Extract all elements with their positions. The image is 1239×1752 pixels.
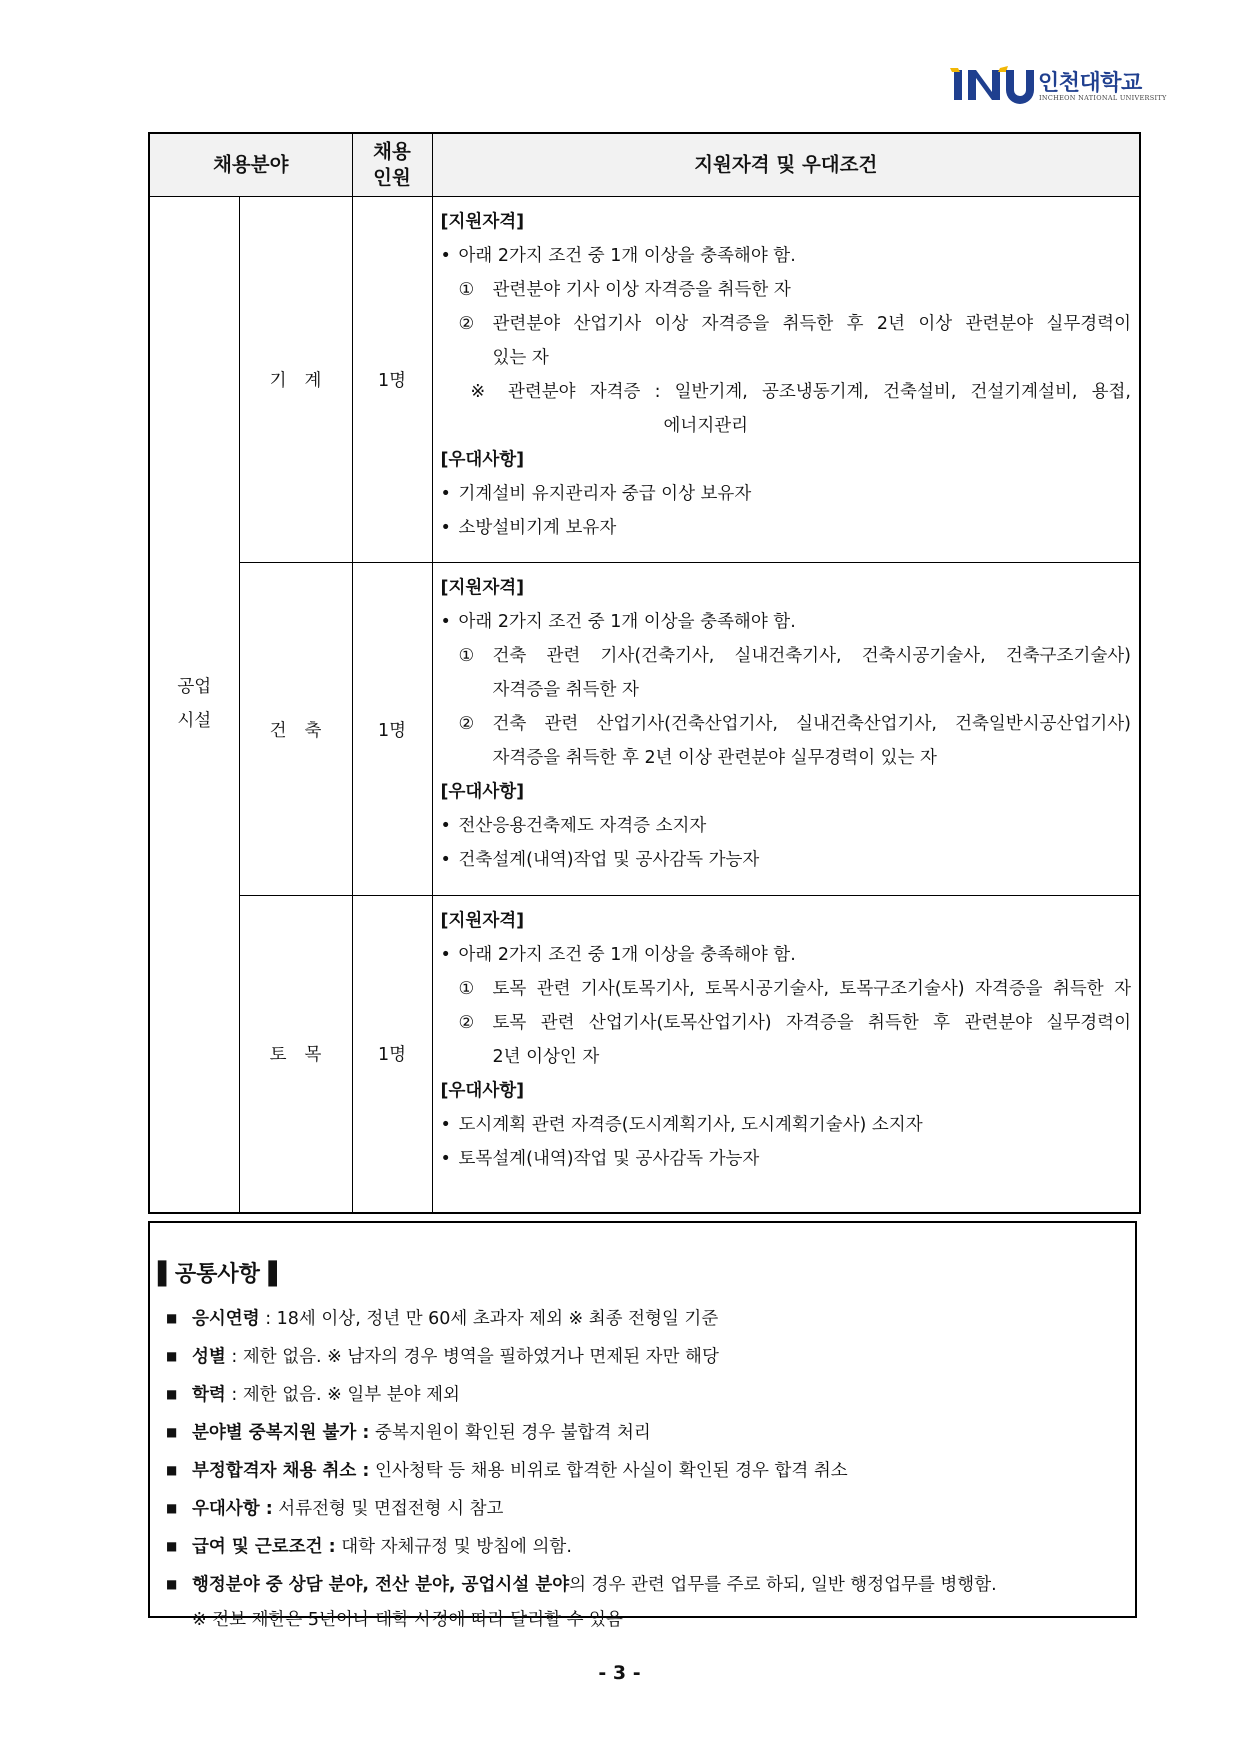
bullet-icon: • [440,484,451,504]
list-item: ② 관련분야 산업기사 이상 자격증을 취득한 후 2년 이상 관련분야 실무경력이 [458,314,1131,334]
list-item: ② 토목 관련 산업기사(토목산업기사) 자격증을 취득한 후 관련분야 실무경력이 [458,1013,1131,1033]
list-item: ① 건축 관련 기사(건축기사, 실내건축기사, 건축시공기술사, 건축구조기술사) [458,646,1131,666]
list-item: ① 토목 관련 기사(토목기사, 토목시공기술사, 토목구조기술사) 자격증을 취득한 자 [458,979,1131,999]
list-item-continuation: 있는 자 [492,348,549,368]
list-item: ■ 부정합격자 채용 취소 : 인사청탁 등 채용 비위로 합격한 사실이 확인된 경우 합격 취소 [166,1451,1128,1489]
header-count-line2: 인원 [373,166,411,189]
qualification-cell [432,563,1140,896]
square-bullet-icon: ■ [166,1311,178,1325]
qualification-cell [432,896,1140,1213]
qualification-cell [432,197,1140,563]
list-item: ■ 분야별 중복지원 불가 : 중복지원이 확인된 경우 불합격 처리 [166,1413,1128,1451]
list-item: • 도시계획 관련 자격증(도시계획기사, 도시계획기술사) 소지자 [441,1108,1131,1142]
note-continuation: 에너지관리 [663,416,749,436]
logo-name: 인천대학교 [1038,71,1142,96]
square-bullet-icon: ■ [166,1539,178,1553]
common-notes-box [148,1221,1137,1630]
bullet-icon: • [440,945,451,965]
group-line2: 시설 [177,711,212,732]
pref-title: [우대사항] [440,1081,525,1101]
header-count [352,133,432,197]
header-count-line1: 채용 [373,140,411,163]
table-header-row [149,133,1140,197]
common-list [166,1299,1128,1637]
bullet-icon: • [440,246,451,266]
list-item: ② 건축 관련 산업기사(건축산업기사, 실내건축산업기사, 건축일반시공산업기사) [458,714,1131,734]
university-logo [948,62,1167,106]
square-bullet-icon: ■ [166,1387,178,1401]
field-cell: 기계 [239,197,352,563]
list-item: • 전산응용건축제도 자격증 소지자 [441,809,1131,843]
bullet-icon: • [440,1149,451,1169]
square-bullet-icon: ■ [166,1463,178,1477]
header-qualification: 지원자격 및 우대조건 [432,133,1140,197]
list-item-continuation: 자격증을 취득한 후 2년 이상 관련분야 실무경력이 있는 자 [492,748,937,768]
common-note: ※ 전보 제한은 5년이나 대학 사정에 따라 달리할 수 있음 [192,1610,623,1630]
count-cell: 1명 [352,896,432,1213]
list-item: • 아래 2가지 조건 중 1개 이상을 충족해야 함. [441,938,1131,972]
list-item: ■ 학력 : 제한 없음. ※ 일부 분야 제외 [166,1375,1128,1413]
list-item: ■ 응시연령 : 18세 이상, 정년 만 60세 초과자 제외 ※ 최종 전형일 기준 [166,1299,1128,1337]
table-row [149,563,1140,896]
qual-title: [지원자격] [440,212,525,232]
list-item: ■ 우대사항 : 서류전형 및 면접전형 시 참고 [166,1489,1128,1527]
square-bullet-icon: ■ [166,1425,178,1439]
list-item: • 아래 2가지 조건 중 1개 이상을 충족해야 함. [441,605,1131,639]
square-bullet-icon: ■ [166,1577,178,1591]
list-item: • 건축설계(내역)작업 및 공사감독 가능자 [441,843,1131,877]
page-number: - 3 - [598,1662,641,1684]
list-item: ① 관련분야 기사 이상 자격증을 취득한 자 [458,280,791,300]
header-field: 채용분야 [149,133,352,197]
count-cell: 1명 [352,563,432,896]
bullet-icon: • [440,816,451,836]
common-title: ▌공통사항▐ [158,1262,277,1287]
bullet-icon: • [440,850,451,870]
qual-title: [지원자격] [440,578,525,598]
list-item: • 아래 2가지 조건 중 1개 이상을 충족해야 함. [441,239,1131,273]
pref-title: [우대사항] [440,450,525,470]
list-item: ■ 성별 : 제한 없음. ※ 남자의 경우 병역을 필하였거나 면제된 자만 해당 [166,1337,1128,1375]
bullet-icon: • [440,612,451,632]
square-bullet-icon: ■ [166,1349,178,1363]
note-line: ※ 관련분야 자격증 : 일반기계, 공조냉동기계, 건축설비, 건설기계설비, 용접, [470,382,1131,402]
list-item: ■ 행정분야 중 상담 분야, 전산 분야, 공업시설 분야의 경우 관련 업무를 주로 하되, 일반 행정업무를 병행함. [166,1565,1128,1603]
group-line1: 공업 [177,677,212,698]
list-item: • 기계설비 유지관리자 중급 이상 보유자 [441,477,1131,511]
count-cell: 1명 [352,197,432,563]
table-row [149,896,1140,1213]
pref-title: [우대사항] [440,782,525,802]
logo-subtitle: INCHEON NATIONAL UNIVERSITY [1039,94,1167,102]
list-item: ■ 급여 및 근로조건 : 대학 자체규정 및 방침에 의함. [166,1527,1128,1565]
field-cell: 건축 [239,563,352,896]
recruitment-table [148,132,1141,1214]
list-item: • 소방설비기계 보유자 [441,511,1131,545]
field-cell: 토목 [239,896,352,1213]
square-bullet-icon: ■ [166,1501,178,1515]
bullet-icon: • [440,1115,451,1135]
list-item: • 토목설계(내역)작업 및 공사감독 가능자 [441,1142,1131,1176]
group-cell [149,197,239,1213]
inu-logo-icon [948,64,1036,104]
table-row [149,197,1140,563]
list-item-continuation: 자격증을 취득한 자 [492,680,639,700]
qual-title: [지원자격] [440,911,525,931]
list-item-continuation: 2년 이상인 자 [492,1047,600,1067]
bullet-icon: • [440,518,451,538]
